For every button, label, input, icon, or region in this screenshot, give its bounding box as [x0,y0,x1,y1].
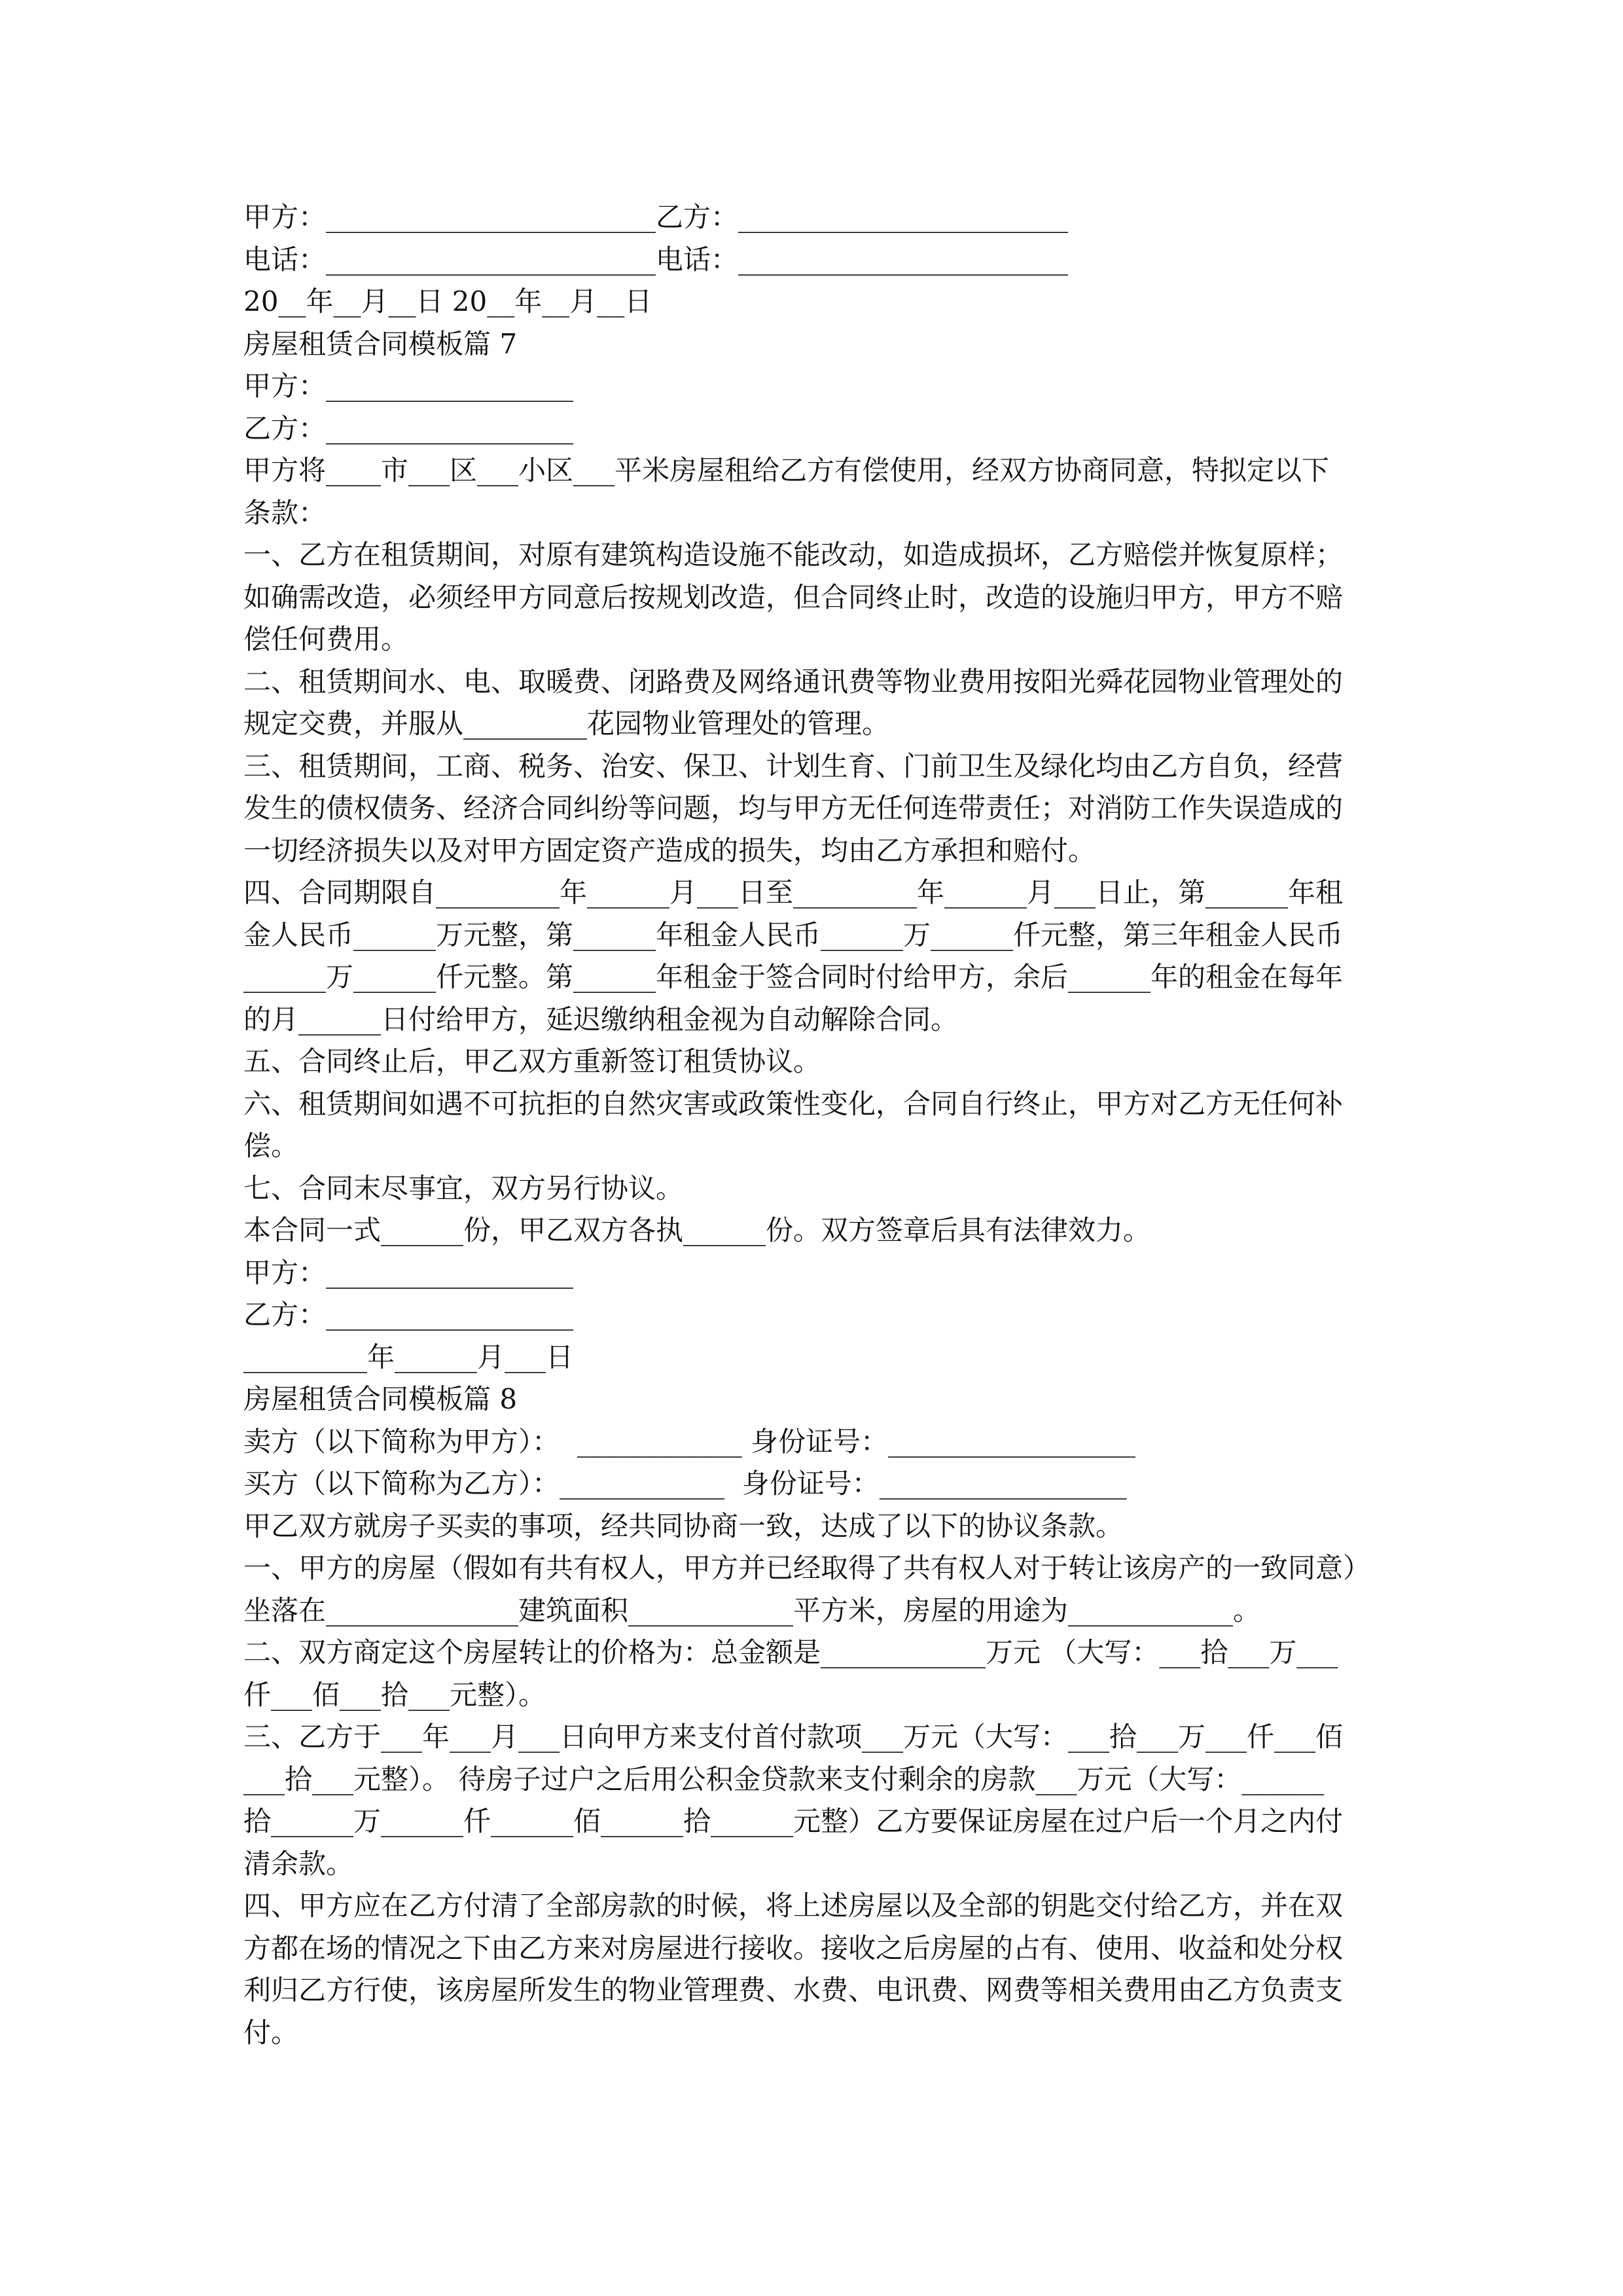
sale-clause-4-line: 利归乙方行使，该房屋所发生的物业管理费、水费、电讯费、网费等相关费用由乙方负责支 [243,1974,1344,2006]
clause-3-line: 一切经济损失以及对甲方固定资产造成的损失，均由乙方承担和赔付。 [243,834,1096,867]
party-b-sign-line: 乙方：__________________ [243,1299,574,1331]
clause-6-line: 六、租赁期间如遇不可抗拒的自然灾害或政策性变化，合同自行终止，甲方对乙方无任何补 [243,1087,1344,1120]
buyer-line: 买方（以下简称为乙方）：____________ 身份证号：__________________ [243,1467,1127,1499]
section-title-7: 房屋租赁合同模板篇 7 [243,327,518,360]
phone-line: 电话：________________________电话：________________________ [243,243,1069,276]
sale-clause-3-line: ___拾___元整）。 待房子过户之后用公积金贷款来支付剩余的房款___万元（大写：______ [243,1763,1325,1795]
party-a-b-line: 甲方：________________________乙方：________________________ [243,201,1069,233]
clause-1-line: 如确需改造，必须经甲方同意后按规划改造，但合同终止时，改造的设施归甲方，甲方不赔 [243,581,1344,613]
sale-clause-2-line: 仟___佰___拾___元整）。 [243,1678,546,1711]
clause-4-line: 的月______日付给甲方，延迟缴纳租金视为自动解除合同。 [243,1003,959,1035]
clause-4-line: 金人民币______万元整，第______年租金人民币______万______仟元整，第三年租金人民币 [243,918,1344,951]
sign-date-line: _________年______月___日 [243,1340,574,1373]
clause-6-line: 偿。 [243,1130,299,1162]
clause-1-line: 偿任何费用。 [243,623,409,655]
seller-line: 卖方（以下简称为甲方）： ____________ 身份证号：__________________ [243,1425,1136,1458]
section-title-8: 房屋租赁合同模板篇 8 [243,1383,518,1415]
copies-line: 本合同一式______份，甲乙双方各执______份。双方签章后具有法律效力。 [243,1214,1151,1246]
clause-7-line: 七、合同末尽事宜，双方另行协议。 [243,1172,684,1204]
party-b-line: 乙方：__________________ [243,412,574,444]
clause-3-line: 三、租赁期间，工商、税务、治安、保卫、计划生育、门前卫生及绿化均由乙方自负，经营 [243,749,1344,782]
sale-clause-3-line: 清余款。 [243,1847,354,1880]
paragraph-line: 甲方将____市___区___小区___平米房屋租给乙方有偿使用，经双方协商同意，特拟定以下 [243,454,1330,486]
sale-clause-2-line: 二、双方商定这个房屋转让的价格为：总金额是____________万元 （大写：___拾___万___ [243,1636,1338,1668]
paragraph-line: 甲乙双方就房子买卖的事项，经共同协商一致，达成了以下的协议条款。 [243,1509,1124,1542]
clause-4-line: ______万______仟元整。第______年租金于签合同时付给甲方，余后______年的租金在每年 [243,961,1344,993]
clause-5-line: 五、合同终止后，甲乙双方重新签订租赁协议。 [243,1045,821,1077]
sale-clause-1-line: 坐落在______________建筑面积____________平方米，房屋的用途为____________。 [243,1594,1261,1626]
sale-clause-4-line: 方都在场的情况之下由乙方来对房屋进行接收。接收之后房屋的占有、使用、收益和处分权 [243,1931,1344,1964]
party-a-line: 甲方：__________________ [243,370,574,402]
date-line: 20__年__月__日 20__年__月__日 [243,285,652,317]
clause-4-line: 四、合同期限自_________年______月___日至_________年______月___日止，第______年租 [243,876,1344,908]
sale-clause-4-line: 四、甲方应在乙方付清了全部房款的时候，将上述房屋以及全部的钥匙交付给乙方，并在双 [243,1890,1344,1922]
sale-clause-1-line: 一、甲方的房屋（假如有共有权人，甲方并已经取得了共有权人对于转让该房产的一致同意） [243,1552,1371,1584]
paragraph-line: 条款： [243,496,327,529]
clause-2-line: 二、租赁期间水、电、取暖费、闭路费及网络通讯费等物业费用按阳光舜花园物业管理处的 [243,665,1344,698]
party-a-sign-line: 甲方：__________________ [243,1256,574,1289]
sale-clause-3-line: 三、乙方于___年___月___日向甲方来支付首付款项___万元（大写：___拾___万___仟___佰 [243,1721,1344,1753]
clause-1-line: 一、乙方在租赁期间，对原有建筑构造设施不能改动，如造成损坏，乙方赔偿并恢复原样； [243,539,1344,571]
sale-clause-3-line: 拾______万______仟______佰______拾______元整）乙方要保证房屋在过户后一个月之内付 [243,1805,1344,1837]
sale-clause-4-line: 付。 [243,2016,299,2049]
document-body [243,196,1395,2054]
clause-2-line: 规定交费，并服从_________花园物业管理处的管理。 [243,708,890,740]
clause-3-line: 发生的债权债务、经济合同纠纷等问题，均与甲方无任何连带责任；对消防工作失误造成的 [243,792,1344,824]
